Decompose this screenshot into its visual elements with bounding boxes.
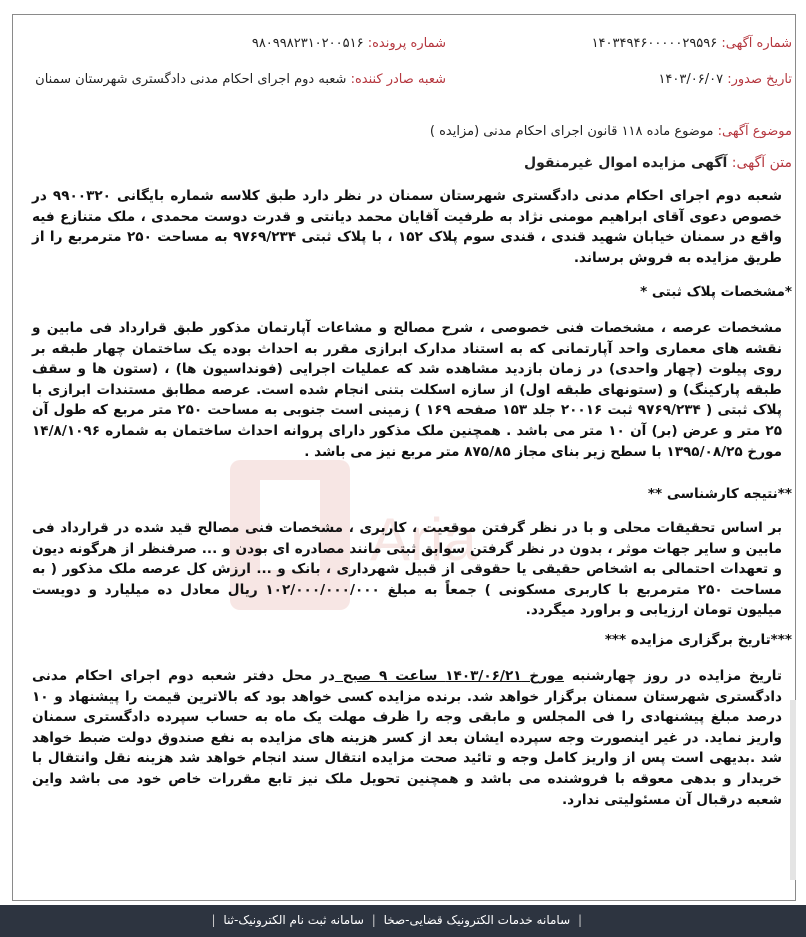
text-label: متن آگهی: xyxy=(731,155,792,171)
issuer-row xyxy=(35,72,446,87)
auction-date-text-a: تاریخ مزایده در روز چهارشنبه xyxy=(563,668,783,684)
plate-specs-heading: *مشخصات پلاک ثبتی * xyxy=(640,284,792,300)
footer-link-sana[interactable]: سامانه ثبت نام الکترونیک-ثنا xyxy=(223,913,364,927)
ad-number-label: شماره آگهی: xyxy=(721,36,792,51)
case-number-value: ۹۸۰۹۹۸۲۳۱۰۲۰۰۵۱۶ xyxy=(251,36,364,51)
footer-separator: | xyxy=(211,913,216,927)
issue-date-row xyxy=(658,72,792,87)
subject-label: موضوع آگهی: xyxy=(717,124,792,139)
text-title-row xyxy=(524,155,792,171)
footer-bar xyxy=(0,905,806,937)
issue-date-label: تاریخ صدور: xyxy=(727,72,792,87)
case-number-row xyxy=(252,36,446,51)
svg-text:Aria: Aria xyxy=(370,506,477,573)
auction-date-datetime: مورخ ۱۴۰۳/۰۶/۲۱ ساعت ۹ صبح xyxy=(334,668,564,684)
expert-result-paragraph: بر اساس تحقیقات محلی و با در نظر گرفتن موقعیت ، کاربری ، مشخصات فنی مصالح قید شده در قرارداد فی مابین و سایر جهات موثر ، بدون در نظر گرفتن سوابق ثبتی مانند مصادره ای بودن و ... صرفنظر از هرگونه دیون و تعهدات احتمالی به اشخاص حقیقی یا حقوقی از قبیل شهرداری ، بانک و ... ارزش کل عرصه ملک مذکور ( به مساحت ۲۵۰ مترمربع با کاربری مسکونی ) جمعاً به مبلغ ۱۰۲/۰۰۰/۰۰۰/۰۰۰ ریال معادل ده میلیارد و دویست میلیون تومان ارزیابی و براورد میگردد. xyxy=(32,520,782,619)
auction-date-heading: ***تاریخ برگزاری مزایده *** xyxy=(604,632,792,648)
expert-result-heading: **نتیجه کارشناسی ** xyxy=(647,486,792,502)
footer-link-sakha[interactable]: سامانه خدمات الکترونیک قضایی-صخا xyxy=(383,913,571,927)
ad-number-value: ۱۴۰۳۴۹۴۶۰۰۰۰۰۲۹۵۹۶ xyxy=(591,36,718,51)
text-title: آگهی مزایده اموال غیرمنقول xyxy=(523,155,728,171)
case-number-label: شماره پرونده: xyxy=(367,36,446,51)
intro-paragraph: شعبه دوم اجرای احکام مدنی دادگستری شهرستان سمنان در نظر دارد طبق کلاسه شماره بایگانی ۹۹۰۰۳۲۰ در خصوص دعوی آقای ابراهیم مومنی نژاد به طرفیت آقایان محمد دیانتی و قدرت دوست محمدی ، ملک متنازع فیه واقع در سمنان خیابان شهید قندی ، قندی سوم پلاک ۱۵۲ ، با پلاک ثبتی ۹۷۶۹/۲۳۴ به مساحت ۲۵۰ مترمربع را از طریق مزایده به فروش برساند. xyxy=(32,188,782,266)
footer-links xyxy=(208,913,586,927)
ad-number-row xyxy=(592,36,792,51)
footer-separator: | xyxy=(577,913,582,927)
footer-separator: | xyxy=(371,913,376,927)
subject-value: موضوع ماده ۱۱۸ قانون اجرای احکام مدنی (مزایده ) xyxy=(429,124,714,139)
subject-row xyxy=(430,124,792,139)
issuer-value: شعبه دوم اجرای احکام مدنی دادگستری شهرستان سمنان xyxy=(35,72,347,87)
plate-specs-paragraph: مشخصات عرصه ، مشخصات فنی خصوصی ، شرح مصالح و مشاعات آپارتمان مذکور طبق قرارداد فی مابین و نقشه های معماری واحد آپارتمانی که به استناد مدارک ابرازی مقرر به احداث بوده یک ساختمان چهار طبقه بر روی پیلوت (چهار واحدی) در زمان بازدید مشاهده شد که عملیات اجرایی (فونداسیون ها) ، (ستون ها و سقف طبقه پارکینگ) و (ستونهای طبقه اول) از سازه اسکلت بتنی انجام شده است. عرصه مطابق مستندات ابرازی با پلاک ثبتی ( ۹۷۶۹/۲۳۴ ثبت ۲۰۰۱۶ جلد ۱۵۳ صفحه ۱۶۹ ) زمینی است جنوبی به مساحت ۲۵۰ متر مربع که طول آن ۲۵ متر و عرض (بر) آن ۱۰ متر می باشد . همچنین ملک مذکور دارای پروانه احداث ساختمان به شماره ۱۴/۸/۱۰۹۶ مورخ ۱۳۹۵/۰۸/۲۵ با سطح زیر بنای مجاز ۸۷۵/۸۵ متر مربع نیز می باشد . xyxy=(32,320,782,460)
scrollbar[interactable] xyxy=(790,700,796,880)
issue-date-value: ۱۴۰۳/۰۶/۰۷ xyxy=(658,72,724,87)
auction-date-text-c: در محل دفتر شعبه دوم اجرای احکام مدنی دادگستری شهرستان سمنان برگزار خواهد شد. برنده مزایده کسی خواهد بود که بالاترین قیمت را پیشنهاد و ۱۰ درصد مبلغ پیشنهادی را فی المجلس و مابقی وجه را ظرف مهلت یک ماه به حساب سپرده دادگستری سمنان واریز نماید. در غیر اینصورت وجه سپرده ایشان بعد از کسر هزینه های مزایده به نفع صندوق دولت ضبط خواهد شد .بدیهی است پس از واریز کامل وجه و تائید صحت مزایده انتقال سند انجام خواهد شد هزینه نقل وانتقال با خریدار و بدهی معوقه با فروشنده می باشد و همچنین تحویل ملک نیز تابع مقررات خاص خود می باشد واین شعبه درقبال آن مسئولیتی ندارد. xyxy=(32,668,782,808)
auction-date-paragraph xyxy=(32,666,782,810)
issuer-label: شعبه صادر کننده: xyxy=(350,72,446,87)
